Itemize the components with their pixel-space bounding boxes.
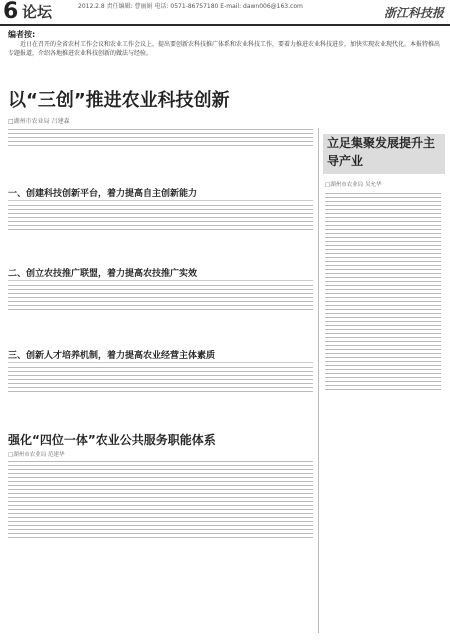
sidebar-byline: □湖州市农业局 吴允华 bbox=[325, 182, 382, 188]
header-meta: 2012.2.8 责任编辑: 曹丽娟 电话: 0571-86757180 E-mail: dawn006@163.com bbox=[78, 3, 303, 10]
article2-title: 强化“四位一体”农业公共服务职能体系 bbox=[8, 433, 216, 447]
article-title: 以“三创”推进农业科技创新 bbox=[8, 90, 230, 111]
section-2-text bbox=[8, 282, 313, 342]
section-1-text bbox=[8, 202, 313, 262]
sidebar-article bbox=[318, 128, 447, 633]
paper-name: 浙江科技报 bbox=[383, 6, 444, 20]
section-heading-2: 二、创立农技推广联盟，着力提高农技推广实效 bbox=[8, 268, 313, 281]
article-intro-text bbox=[8, 126, 313, 186]
page-header bbox=[0, 0, 450, 26]
sidebar-title: 立足集聚发展提升主导产业 bbox=[327, 136, 436, 168]
article2-text bbox=[8, 458, 313, 628]
article2-byline: □湖州市农业局 范建华 bbox=[8, 452, 65, 458]
section-heading-1: 一、创建科技创新平台，着力提高自主创新能力 bbox=[8, 188, 313, 201]
editor-note-label: 编者按: bbox=[8, 30, 36, 39]
section-heading-3: 三、创新人才培养机制，着力提高农业经营主体素质 bbox=[8, 350, 313, 363]
editor-note bbox=[8, 30, 443, 58]
section-3-text bbox=[8, 364, 313, 424]
editor-note-text: 近日在召开的全省农村工作会议和农业工作会议上，提出要创新农科技推广体系和农业科技工作，要着力推进农业科技进步，加快实现农业现代化。本报特推出专题报道，介绍各地推进农业科技创新的做法与经验。 bbox=[8, 41, 441, 57]
section-name: 论坛 bbox=[22, 3, 53, 21]
sidebar-title-box bbox=[323, 134, 445, 174]
article-byline: □湖州市农业局 吕建森 bbox=[8, 118, 70, 125]
sidebar-text bbox=[325, 190, 441, 393]
page-number: 6 bbox=[3, 0, 19, 24]
